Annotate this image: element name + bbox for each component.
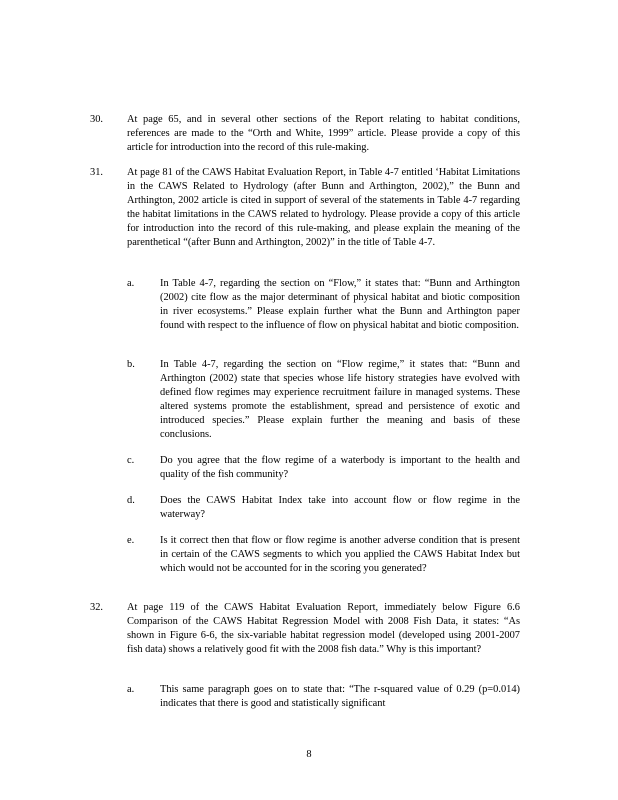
sub-question-text: Do you agree that the flow regime of a waterbody is important to the health and quality of the fish community? [160,455,520,480]
sub-question-text: Is it correct then that flow or flow regime is another adverse condition that is present in certain of the CAWS segments to which you applied the CAWS Habitat Index but which would not be accounted for in the scoring you generated? [160,535,520,574]
sub-question-letter: a. [127,684,135,695]
question-text: At page 65, and in several other sections of the Report relating to habitat conditions, references are made to the “Orth and White, 1999” article. Please provide a copy of this article for introduction into the record of this rule-making. [127,114,520,153]
sub-question-letter: d. [127,495,135,506]
sub-question-letter: b. [127,359,135,370]
question-text: At page 81 of the CAWS Habitat Evaluation Report, in Table 4-7 entitled ‘Habitat Limitations in the CAWS Related to Hydrology (after Bunn and Arthington, 2002),” the Bunn and Arthington, 2002 article is cited in support of several of the statements in Table 4-7 regarding the habitat limitations in the CAWS related to hydrology. Please provide a copy of this article for introduction into the record of this rule-making, and please explain the meaning of the parenthetical “(after Bunn and Arthington, 2002)” in the title of Table 4-7. [127,167,520,248]
page-number: 8 [306,749,312,760]
sub-question-text: In Table 4-7, regarding the section on “Flow regime,” it states that: “Bunn and Arthington (2002) state that species whose life history strategies have evolved with defined flow regimes may experience recruitment failure in managed systems. These altered systems promote the establishment, spread and persistence of exotic and introduced species.” Please explain further the meaning and basis of these conclusions. [160,359,520,440]
sub-question-letter: c. [127,455,135,466]
sub-question-letter: e. [127,535,135,546]
question-number: 30. [90,114,103,125]
question-number: 32. [90,602,103,613]
sub-question-text: Does the CAWS Habitat Index take into account flow or flow regime in the waterway? [160,495,520,520]
sub-question-text: In Table 4-7, regarding the section on “Flow,” it states that: “Bunn and Arthington (2002) cite flow as the major determinant of physical habitat and biotic composition in river ecosystems.” Please explain further what the Bunn and Arthington paper found with respect to the influence of flow on physical habitat and biotic composition. [160,278,520,331]
sub-question-letter: a. [127,278,135,289]
sub-question-text: This same paragraph goes on to state that: “The r-squared value of 0.29 (p=0.014) indicates that there is good and statistically significant [160,684,520,709]
question-text: At page 119 of the CAWS Habitat Evaluation Report, immediately below Figure 6.6 Comparison of the CAWS Habitat Regression Model with 2008 Fish Data, it states: “As shown in Figure 6-6, the six-variable habitat regression model (developed using 2001-2007 fish data) shows a relatively good fit with the 2008 fish data.” Why is this important? [127,602,520,655]
question-number: 31. [90,167,103,178]
